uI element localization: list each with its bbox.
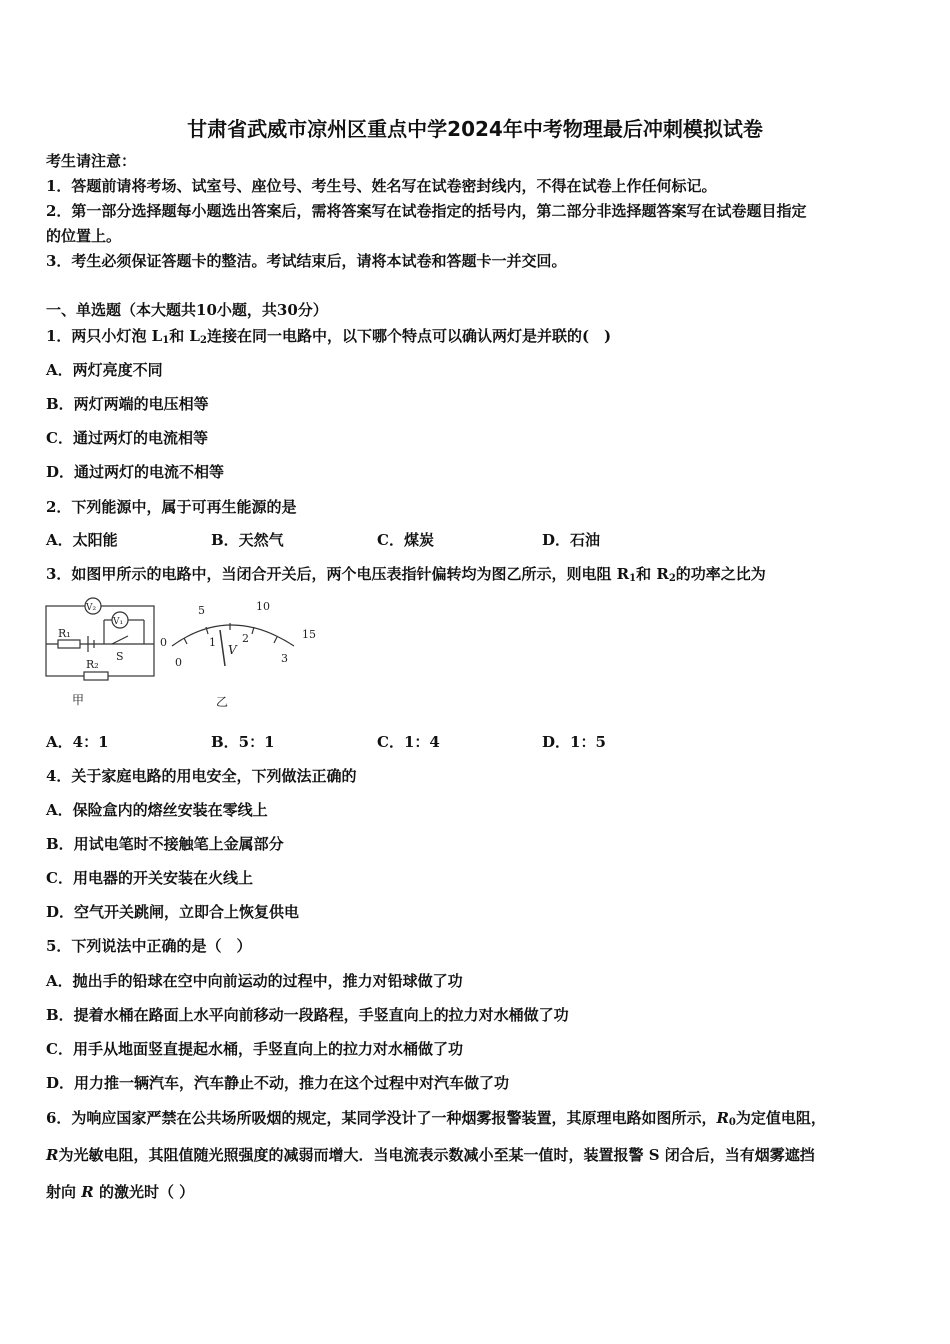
upper-tick-10: 10 xyxy=(256,600,270,613)
question-6-stem-line-1 xyxy=(46,1108,826,1133)
q4-option-b: B．用试电笔时不接触笔上金属部分 xyxy=(46,835,284,853)
r1-label: R₁ xyxy=(58,627,71,640)
caption-jia: 甲 xyxy=(72,693,85,707)
q3-text: 3．如图甲所示的电路中，当闭合开关后，两个电压表指针偏转均为图乙所示，则电阻 R xyxy=(46,565,630,583)
question-3-stem xyxy=(46,564,766,589)
q3-option-b: B．5：1 xyxy=(211,733,275,751)
q3-text: 的功率之比为 xyxy=(675,565,766,583)
q1-text: 和 L xyxy=(169,327,200,345)
section-heading: 一、单选题（本大题共10小题，共30分） xyxy=(46,301,328,319)
upper-tick-0: 0 xyxy=(160,636,167,649)
q2-option-c: C．煤炭 xyxy=(377,531,434,549)
lower-tick-3: 3 xyxy=(281,652,288,665)
notice-heading: 考生请注意： xyxy=(46,152,137,170)
switch-symbol xyxy=(112,636,128,644)
q5-option-a: A．抛出手的铅球在空中向前运动的过程中，推力对铅球做了功 xyxy=(46,972,463,990)
resistor-r2-symbol xyxy=(84,672,108,680)
question-6-stem-line-3 xyxy=(46,1182,194,1202)
q6-symbol: R xyxy=(716,1109,729,1127)
notice-item: 1．答题前请将考场、试室号、座位号、考生号、姓名写在试卷密封线内，不得在试卷上作任何标记。 xyxy=(46,177,717,195)
q1-sub: 1 xyxy=(162,335,170,346)
upper-tick-15: 15 xyxy=(302,628,316,641)
lower-tick-2: 2 xyxy=(242,632,249,645)
notice-item: 3．考生必须保证答题卡的整洁。考试结束后，请将本试卷和答题卡一并交回。 xyxy=(46,252,567,270)
notice-item: 2．第一部分选择题每小题选出答案后，需将答案写在试卷指定的括号内，第二部分非选择题答案写在试卷题目指定 xyxy=(46,202,807,220)
switch-label: S xyxy=(116,650,124,663)
q1-text: 连接在同一电路中，以下哪个特点可以确认两灯是并联的( ) xyxy=(206,327,612,345)
circuit-and-voltmeter-figure xyxy=(44,594,319,712)
question-6-stem-line-2 xyxy=(46,1145,815,1165)
q3-sub: 1 xyxy=(629,573,637,584)
q3-text: 和 R xyxy=(636,565,669,583)
q1-text: 1．两只小灯泡 L xyxy=(46,327,163,345)
q1-sub: 2 xyxy=(199,335,207,346)
q6-text: 的激光时（ ） xyxy=(98,1183,195,1201)
meter-v-label: V xyxy=(228,643,237,657)
q6-symbol: R xyxy=(46,1146,59,1164)
q6-text: 为光敏电阻，其阻值随光照强度的减弱而增大．当电流表示数减小至某一值时，装置报警 S 闭合后，当有烟雾遮挡 xyxy=(58,1146,815,1164)
resistor-r1-symbol xyxy=(58,640,80,648)
q5-option-b: B．提着水桶在路面上水平向前移动一段路程，手竖直向上的拉力对水桶做了功 xyxy=(46,1006,569,1024)
q6-symbol: R xyxy=(81,1183,94,1201)
r2-label: R₂ xyxy=(86,658,99,671)
q1-option-d: D．通过两灯的电流不相等 xyxy=(46,463,225,481)
notice-item: 的位置上。 xyxy=(46,227,122,245)
q6-text: 为定值电阻， xyxy=(735,1109,826,1127)
q1-option-a: A．两灯亮度不同 xyxy=(46,361,163,379)
q3-option-c: C．1：4 xyxy=(377,733,440,751)
q2-option-b: B．天然气 xyxy=(211,531,284,549)
q1-option-c: C．通过两灯的电流相等 xyxy=(46,429,208,447)
q4-option-c: C．用电器的开关安装在火线上 xyxy=(46,869,253,887)
q3-option-a: A．4：1 xyxy=(46,733,109,751)
q6-text: 射向 xyxy=(46,1183,77,1201)
q3-sub: 2 xyxy=(668,573,676,584)
question-4-stem: 4．关于家庭电路的用电安全，下列做法正确的 xyxy=(46,767,357,785)
q2-option-a: A．太阳能 xyxy=(46,531,118,549)
question-5-stem: 5．下列说法中正确的是（ ） xyxy=(46,937,252,955)
dial-needle xyxy=(220,630,225,666)
lower-tick-0: 0 xyxy=(175,656,182,669)
q6-text: 6．为响应国家严禁在公共场所吸烟的规定，某同学没计了一种烟雾报警装置，其原理电路如图所示， xyxy=(46,1109,717,1127)
q3-option-d: D．1：5 xyxy=(542,733,606,751)
q6-sub: 0 xyxy=(728,1117,736,1128)
q1-option-b: B．两灯两端的电压相等 xyxy=(46,395,209,413)
q4-option-a: A．保险盒内的熔丝安装在零线上 xyxy=(46,801,268,819)
q2-option-d: D．石油 xyxy=(542,531,601,549)
upper-tick-5: 5 xyxy=(198,604,205,617)
question-2-stem: 2．下列能源中，属于可再生能源的是 xyxy=(46,498,297,516)
lower-tick-1: 1 xyxy=(209,636,216,649)
q5-option-c: C．用手从地面竖直提起水桶，手竖直向上的拉力对水桶做了功 xyxy=(46,1040,463,1058)
question-1-stem xyxy=(46,326,611,351)
q5-option-d: D．用力推一辆汽车，汽车静止不动，推力在这个过程中对汽车做了功 xyxy=(46,1074,510,1092)
page-title: 甘肃省武威市凉州区重点中学2024年中考物理最后冲刺模拟试卷 xyxy=(187,117,763,141)
q4-option-d: D．空气开关跳闸，立即合上恢复供电 xyxy=(46,903,300,921)
v1-label: V₁ xyxy=(113,617,124,627)
caption-yi: 乙 xyxy=(216,695,229,709)
v2-label: V₂ xyxy=(86,603,97,613)
